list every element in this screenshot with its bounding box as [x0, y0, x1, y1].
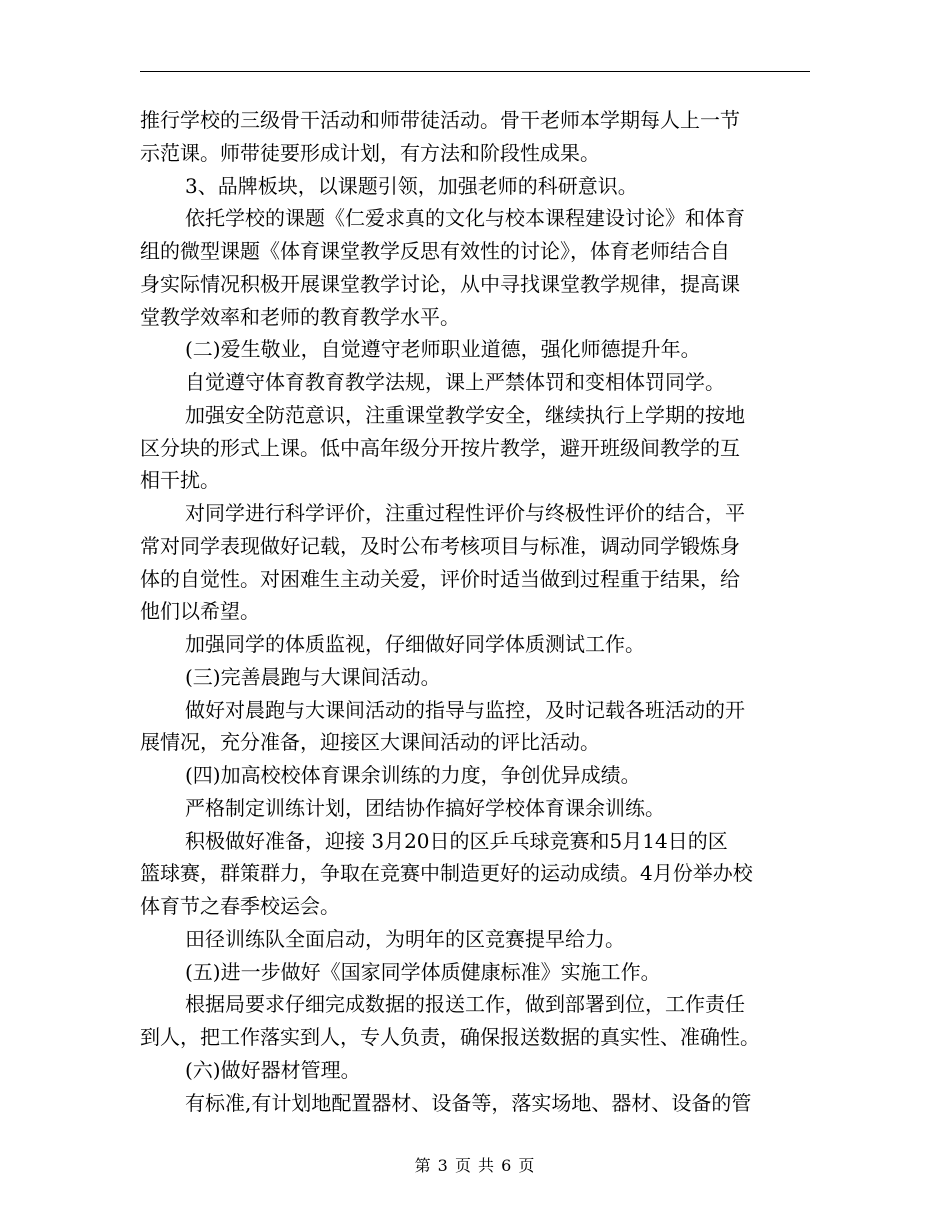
text-line: 依托学校的课题《仁爱求真的文化与校本课程建设讨论》和体育 — [185, 206, 745, 231]
header-rule — [140, 71, 810, 72]
text-line: (四)加高校校体育课余训练的力度，争创优异成绩。 — [185, 763, 641, 787]
text-line: 身实际情况积极开展课堂教学讨论，从中寻找课堂教学规律，提高课 — [140, 271, 740, 296]
text-line: (二)爱生敬业，自觉遵守老师职业道德，强化师德提升年。 — [185, 337, 701, 362]
text-line: 体的自觉性。对困难生主动关爱，评价时适当做到过程重于结果，给 — [140, 566, 740, 591]
page-number-footer: 第 3 页 共 6 页 — [414, 1156, 536, 1175]
text-line: 做好对晨跑与大课间活动的指导与监控，及时记载各班活动的开 — [185, 697, 745, 722]
text-line: (三)完善晨跑与大课间活动。 — [185, 664, 441, 689]
text-line: 示范课。师带徒要形成计划，有方法和阶段性成果。 — [140, 140, 600, 165]
text-line: 推行学校的三级骨干活动和师带徒活动。骨干老师本学期每人上一节 — [140, 108, 740, 132]
text-line: 加强安全防范意识，注重课堂教学安全，继续执行上学期的按地 — [185, 402, 745, 427]
text-line: 到人，把工作落实到人，专人负责，确保报送数据的真实性、准确性。 — [140, 1025, 760, 1049]
text-line: 他们以希望。 — [140, 599, 260, 624]
text-line: 有标准,有计划地配置器材、设备等，落实场地、器材、设备的管 — [185, 1090, 752, 1115]
text-line: (五)进一步做好《国家同学体质健康标准》实施工作。 — [185, 959, 661, 984]
text-line: 体育节之春季校运会。 — [140, 894, 340, 918]
text-line: 积极做好准备，迎接 3月20日的区乒乓球竞赛和5月14日的区 — [185, 828, 728, 853]
text-line: 相干扰。 — [140, 468, 220, 493]
text-line: (六)做好器材管理。 — [185, 1057, 361, 1082]
document-body — [140, 104, 815, 1119]
text-line: 组的微型课题《体育课堂教学反思有效性的讨论》，体育老师结合自 — [140, 239, 730, 263]
text-line: 根据局要求仔细完成数据的报送工作，做到部署到位，工作责任 — [185, 992, 745, 1017]
text-line: 展情况，充分准备，迎接区大课间活动的评比活动。 — [140, 730, 600, 755]
text-line: 自觉遵守体育教育教学法规，课上严禁体罚和变相体罚同学。 — [185, 370, 725, 394]
text-line: 常对同学表现做好记载，及时公布考核项目与标准，调动同学锻炼身 — [140, 533, 740, 558]
text-line: 田径训练队全面启动，为明年的区竞赛提早给力。 — [185, 926, 625, 951]
text-line: 堂教学效率和老师的教育教学水平。 — [140, 304, 460, 329]
text-line: 区分块的形式上课。低中高年级分开按片教学，避开班级间教学的互 — [140, 435, 740, 460]
text-line: 3、品牌板块，以课题引领，加强老师的科研意识。 — [185, 173, 638, 198]
text-line: 对同学进行科学评价，注重过程性评价与终极性评价的结合，平 — [185, 501, 745, 525]
text-line: 加强同学的体质监视，仔细做好同学体质测试工作。 — [185, 632, 645, 656]
text-line: 严格制定训练计划，团结协作搞好学校体育课余训练。 — [185, 795, 665, 820]
text-line: 篮球赛，群策群力，争取在竞赛中制造更好的运动成绩。4月份举办校 — [140, 861, 753, 886]
